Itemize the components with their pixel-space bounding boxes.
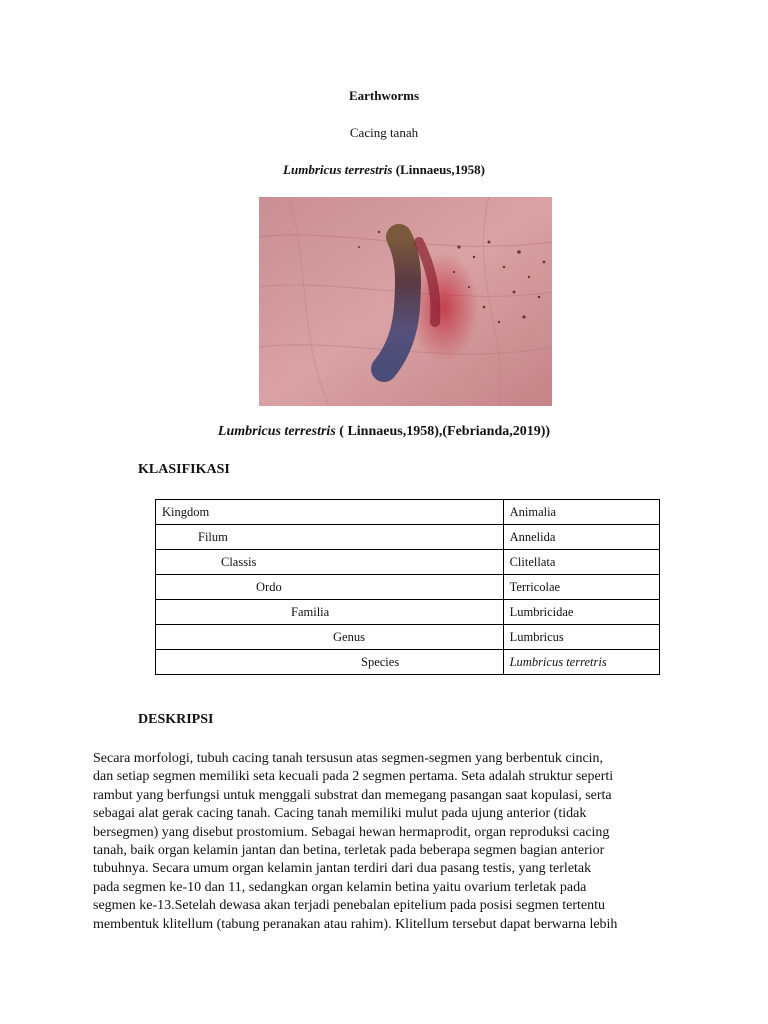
- value-cell: Terricolae: [503, 575, 659, 600]
- paragraph-line: bersegmen) yang disebut prostomium. Sebagai hewan hermaprodit, organ reproduksi cacing: [93, 824, 610, 840]
- table-row: [156, 600, 660, 625]
- rank-cell: Filum: [156, 525, 504, 550]
- earthworm-photo: [259, 197, 552, 406]
- rank-cell: Ordo: [156, 575, 504, 600]
- value-cell: Lumbricus terretris: [503, 650, 659, 675]
- value-cell: Clitellata: [503, 550, 659, 575]
- paragraph-line: rambut yang berfungsi untuk menggali substrat dan memegang pasangan saat kopulasi, serta: [93, 787, 612, 803]
- table-row: [156, 625, 660, 650]
- paragraph-line: tubuhnya. Secara umum organ kelamin jantan terdiri dari dua pasang testis, yang terletak: [93, 861, 592, 877]
- paragraph-line: sebagai alat gerak cacing tanah. Cacing tanah memiliki mulut pada ujung anterior (tidak: [93, 806, 587, 822]
- paragraph-line: dan setiap segmen memiliki seta kecuali pada 2 segmen pertama. Seta adalah struktur seperti: [93, 769, 614, 785]
- document-subtitle: Cacing tanah: [349, 125, 419, 140]
- paragraph-line: Secara morfologi, tubuh cacing tanah tersusun atas segmen-segmen yang berbentuk cincin,: [93, 751, 604, 766]
- figure-caption-citation: ( Linnaeus,1958),(Febrianda,2019)): [335, 424, 551, 439]
- paragraph-line: membentuk klitellum (tabung peranakan atau rahim). Klitellum tersebut dapat berwarna lebih: [93, 916, 618, 932]
- paragraph-line: tanah, baik organ kelamin jantan dan betina, terletak pada beberapa segmen bagian anterior: [93, 843, 605, 859]
- value-cell: Annelida: [503, 525, 659, 550]
- rank-cell: Kingdom: [156, 500, 504, 525]
- value-cell: Lumbricidae: [503, 600, 659, 625]
- paragraph-line: segmen ke-13.Setelah dewasa akan terjadi penebalan epitelium pada posisi segmen tertentu: [93, 898, 605, 914]
- value-cell: Animalia: [503, 500, 659, 525]
- scientific-name-author: (Linnaeus,1958): [392, 162, 485, 177]
- rank-cell: Species: [156, 650, 504, 675]
- rank-cell: Genus: [156, 625, 504, 650]
- classification-heading: KLASIFIKASI: [138, 462, 230, 477]
- figure-caption: [0, 424, 768, 440]
- scientific-name-species: Lumbricus terrestris: [283, 162, 393, 177]
- scientific-name: [0, 162, 768, 178]
- classification-table: [155, 499, 660, 675]
- table-row: [156, 650, 660, 675]
- table-row: [156, 525, 660, 550]
- rank-cell: Familia: [156, 600, 504, 625]
- document-title: Earthworms: [348, 88, 420, 103]
- description-heading: DESKRIPSI: [138, 712, 214, 727]
- figure-caption-species: Lumbricus terrestris: [217, 424, 336, 439]
- value-cell: Lumbricus: [503, 625, 659, 650]
- description-paragraph: [93, 750, 683, 934]
- table-row: [156, 550, 660, 575]
- table-row: [156, 500, 660, 525]
- rank-cell: Classis: [156, 550, 504, 575]
- paragraph-line: pada segmen ke-10 dan 11, sedangkan organ kelamin betina yaitu ovarium terletak pada: [93, 879, 587, 895]
- table-row: [156, 575, 660, 600]
